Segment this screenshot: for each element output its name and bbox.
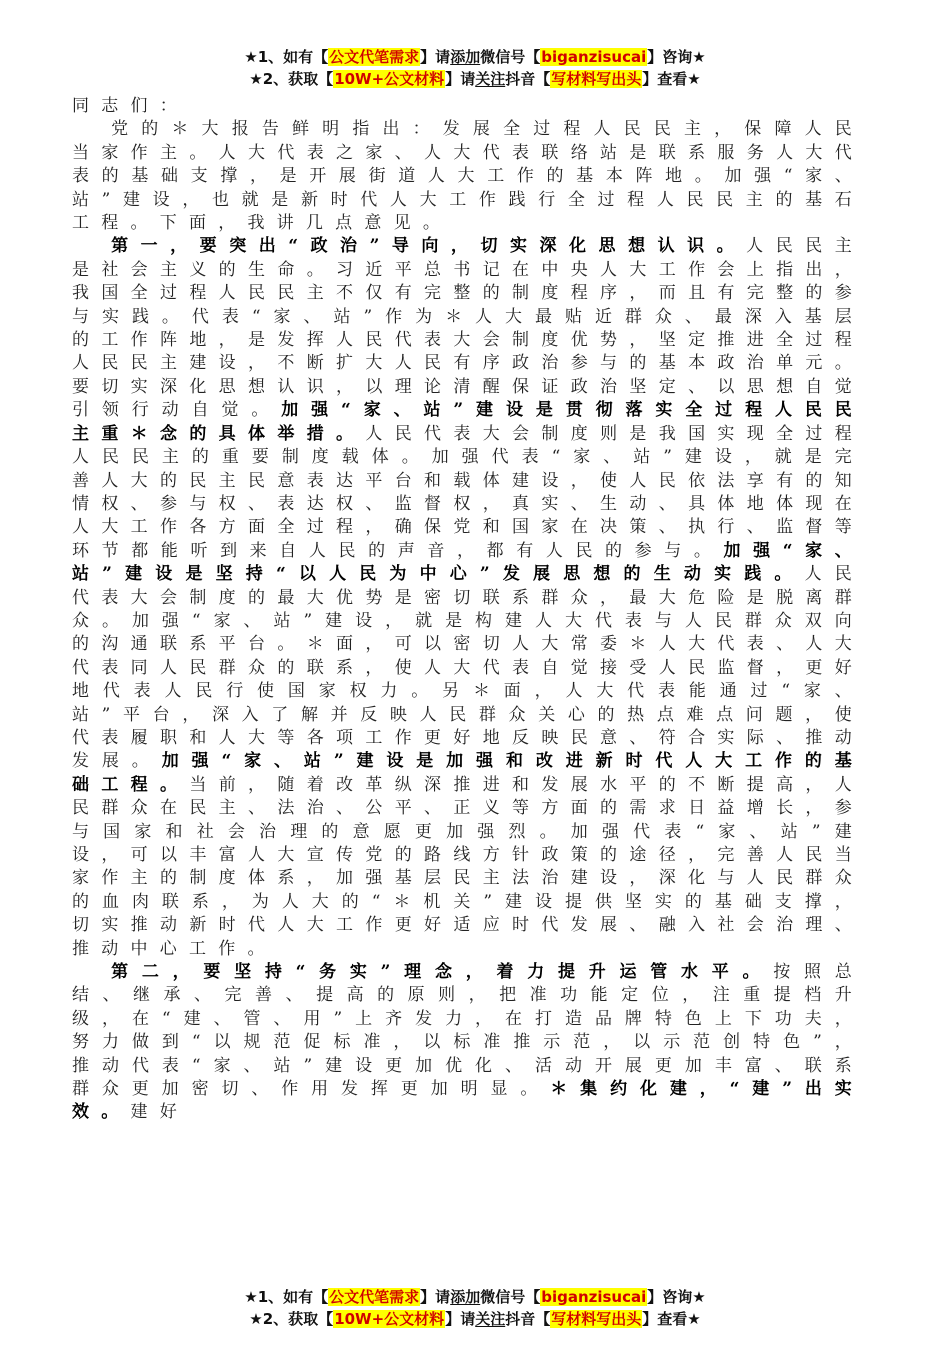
section-2-text: 按照总结、继承、完善、提高的原则，把准功能定位，注重提档升级，在“建、管、用”上齐发力，在打造品牌特色上下功夫，努力做到“以规范促标准，以标准推示范，以示范创特色”，推动代表“家、站”建设更加优化、活动开展更加丰富、联系群众更加密切、作用发挥更加明显。 [72, 962, 864, 1100]
banner-text: 】请 [445, 1310, 476, 1328]
section-1-text: 当前，随着改革纵深推进和发展水平的不断提高，人民群众在民主、法治、公平、正义等方面的需求日益增长，参与国家和社会治理的意愿更加强烈。加强代表“家、站”建设，可以丰富人大宣传党的路线方针政策的途径，完善人民当家作主的制度体系，加强基层民主法治建设，深化与人民群众的血肉联系，为人大的“＊机关”建设提供坚实的基础支撑，切实推动新时代人大工作更好适应时代发展、融入社会治理、推动中心工作。 [72, 774, 864, 959]
banner-text: 】请 [445, 70, 476, 88]
banner-line-1 [0, 1286, 950, 1308]
banner-highlight: 公文代笔需求 [329, 48, 420, 66]
banner-highlight: biganzisucai [541, 1288, 647, 1306]
banner-text: 微信号【 [480, 1288, 541, 1306]
banner-text: 微信号【 [480, 48, 541, 66]
banner-underlined-text: 关注 [475, 70, 506, 88]
section-1-heading: 第一，要突出“政治”导向，切实深化思想认识。 [111, 236, 747, 257]
banner-underlined-text: 添加 [450, 1288, 481, 1306]
banner-text: 抖音【 [505, 1310, 551, 1328]
banner-line-2 [0, 68, 950, 90]
banner-line-2 [0, 1308, 950, 1330]
top-banner [0, 46, 950, 90]
section-1-text: 人民代表大会制度的最大优势是密切联系群众，最大危险是脱离群众。加强“家、站”建设，就是构建人大代表与人民群众双向的沟通联系平台。＊面，可以密切人大常委＊人大代表、人大代表同人民群众的联系，使人大代表自觉接受人民监督，更好地代表人民行使国家权力。另＊面，人大代表能通过“家、站”平台，深入了解并反映人民群众关心的热点难点问题，使代表履职和人大等各项工作更好地反映民意、符合实际、推动发展。 [72, 564, 864, 772]
intro-paragraph: 党的＊大报告鲜明指出：发展全过程人民民主，保障人民当家作主。人大代表之家、人大代表联络站是联系服务人大代表的基础支撑，是开展街道人大工作的基本阵地。加强“家、站”建设，也就是新时代人大工作践行全过程人民民主的基石工程。下面，我讲几点意见。 [72, 119, 864, 234]
banner-underlined-text: 添加 [450, 48, 481, 66]
section-1-point-3: 加强“家、站”建设是加强和改进新时代人大工作的基础工程。 [72, 751, 864, 795]
banner-text: 】咨询★ [647, 48, 706, 66]
section-1-point-2: 加强“家、站”建设是坚持“以人民为中心”发展思想的生动实践。 [72, 540, 864, 585]
banner-text: 抖音【 [505, 70, 551, 88]
section-2-point-1: ＊集约化建，“建”出实效。 [72, 1079, 864, 1123]
section-2-text: 建好 [130, 1102, 189, 1123]
banner-text: 】请 [420, 48, 451, 66]
section-2-heading: 第二，要坚持“务实”理念，着力提升运管水平。 [111, 962, 774, 983]
section-1 [72, 235, 864, 961]
banner-highlight: 10W+公文材料 [334, 70, 445, 88]
banner-text: 】请 [420, 1288, 451, 1306]
banner-highlight: 写材料写出头 [551, 70, 642, 88]
banner-highlight: 10W+公文材料 [334, 1310, 445, 1328]
banner-text: 】查看★ [642, 1310, 701, 1328]
section-2 [72, 961, 864, 1125]
bottom-banner [0, 1286, 950, 1330]
banner-text: ★1、如有【 [244, 48, 329, 66]
banner-underlined-text: 关注 [475, 1310, 506, 1328]
document-body [72, 95, 864, 1125]
section-1-text: 人民民主是社会主义的生命。习近平总书记在中央人大工作会上指出，我国全过程人民民主不仅有完整的制度程序，而且有完整的参与实践。代表“家、站”作为＊人大最贴近群众、最深入基层的工作阵地，是发挥人民代表大会制度优势，坚定推进全过程人民民主建设，不断扩大人民有序政治参与的基本政治单元。要切实深化思想认识，以理论清醒保证政治坚定、以思想自觉引领行动自觉。 [72, 236, 864, 421]
banner-text: ★1、如有【 [244, 1288, 329, 1306]
banner-text: ★2、获取【 [249, 70, 334, 88]
banner-text: ★2、获取【 [249, 1310, 334, 1328]
section-1-point-1: 加强“家、站”建设是贯彻落实全过程人民民主重＊念的具体举措。 [72, 400, 864, 444]
banner-line-1 [0, 46, 950, 68]
section-1-text: 人民代表大会制度则是我国实现全过程人民民主的重要制度载体。加强代表“家、站”建设，就是完善人大的民主民意表达平台和载体建设，使人民依法享有的知情权、参与权、表达权、监督权，真实、生动、具体地体现在人大工作各方面全过程，确保党和国家在决策、执行、监督等环节都能听到来自人民的声音，都有人民的参与。 [72, 423, 864, 561]
banner-highlight: 写材料写出头 [551, 1310, 642, 1328]
banner-highlight: biganzisucai [541, 48, 647, 66]
salutation: 同志们： [72, 96, 189, 116]
banner-text: 】查看★ [642, 70, 701, 88]
banner-highlight: 公文代笔需求 [329, 1288, 420, 1306]
banner-text: 】咨询★ [647, 1288, 706, 1306]
